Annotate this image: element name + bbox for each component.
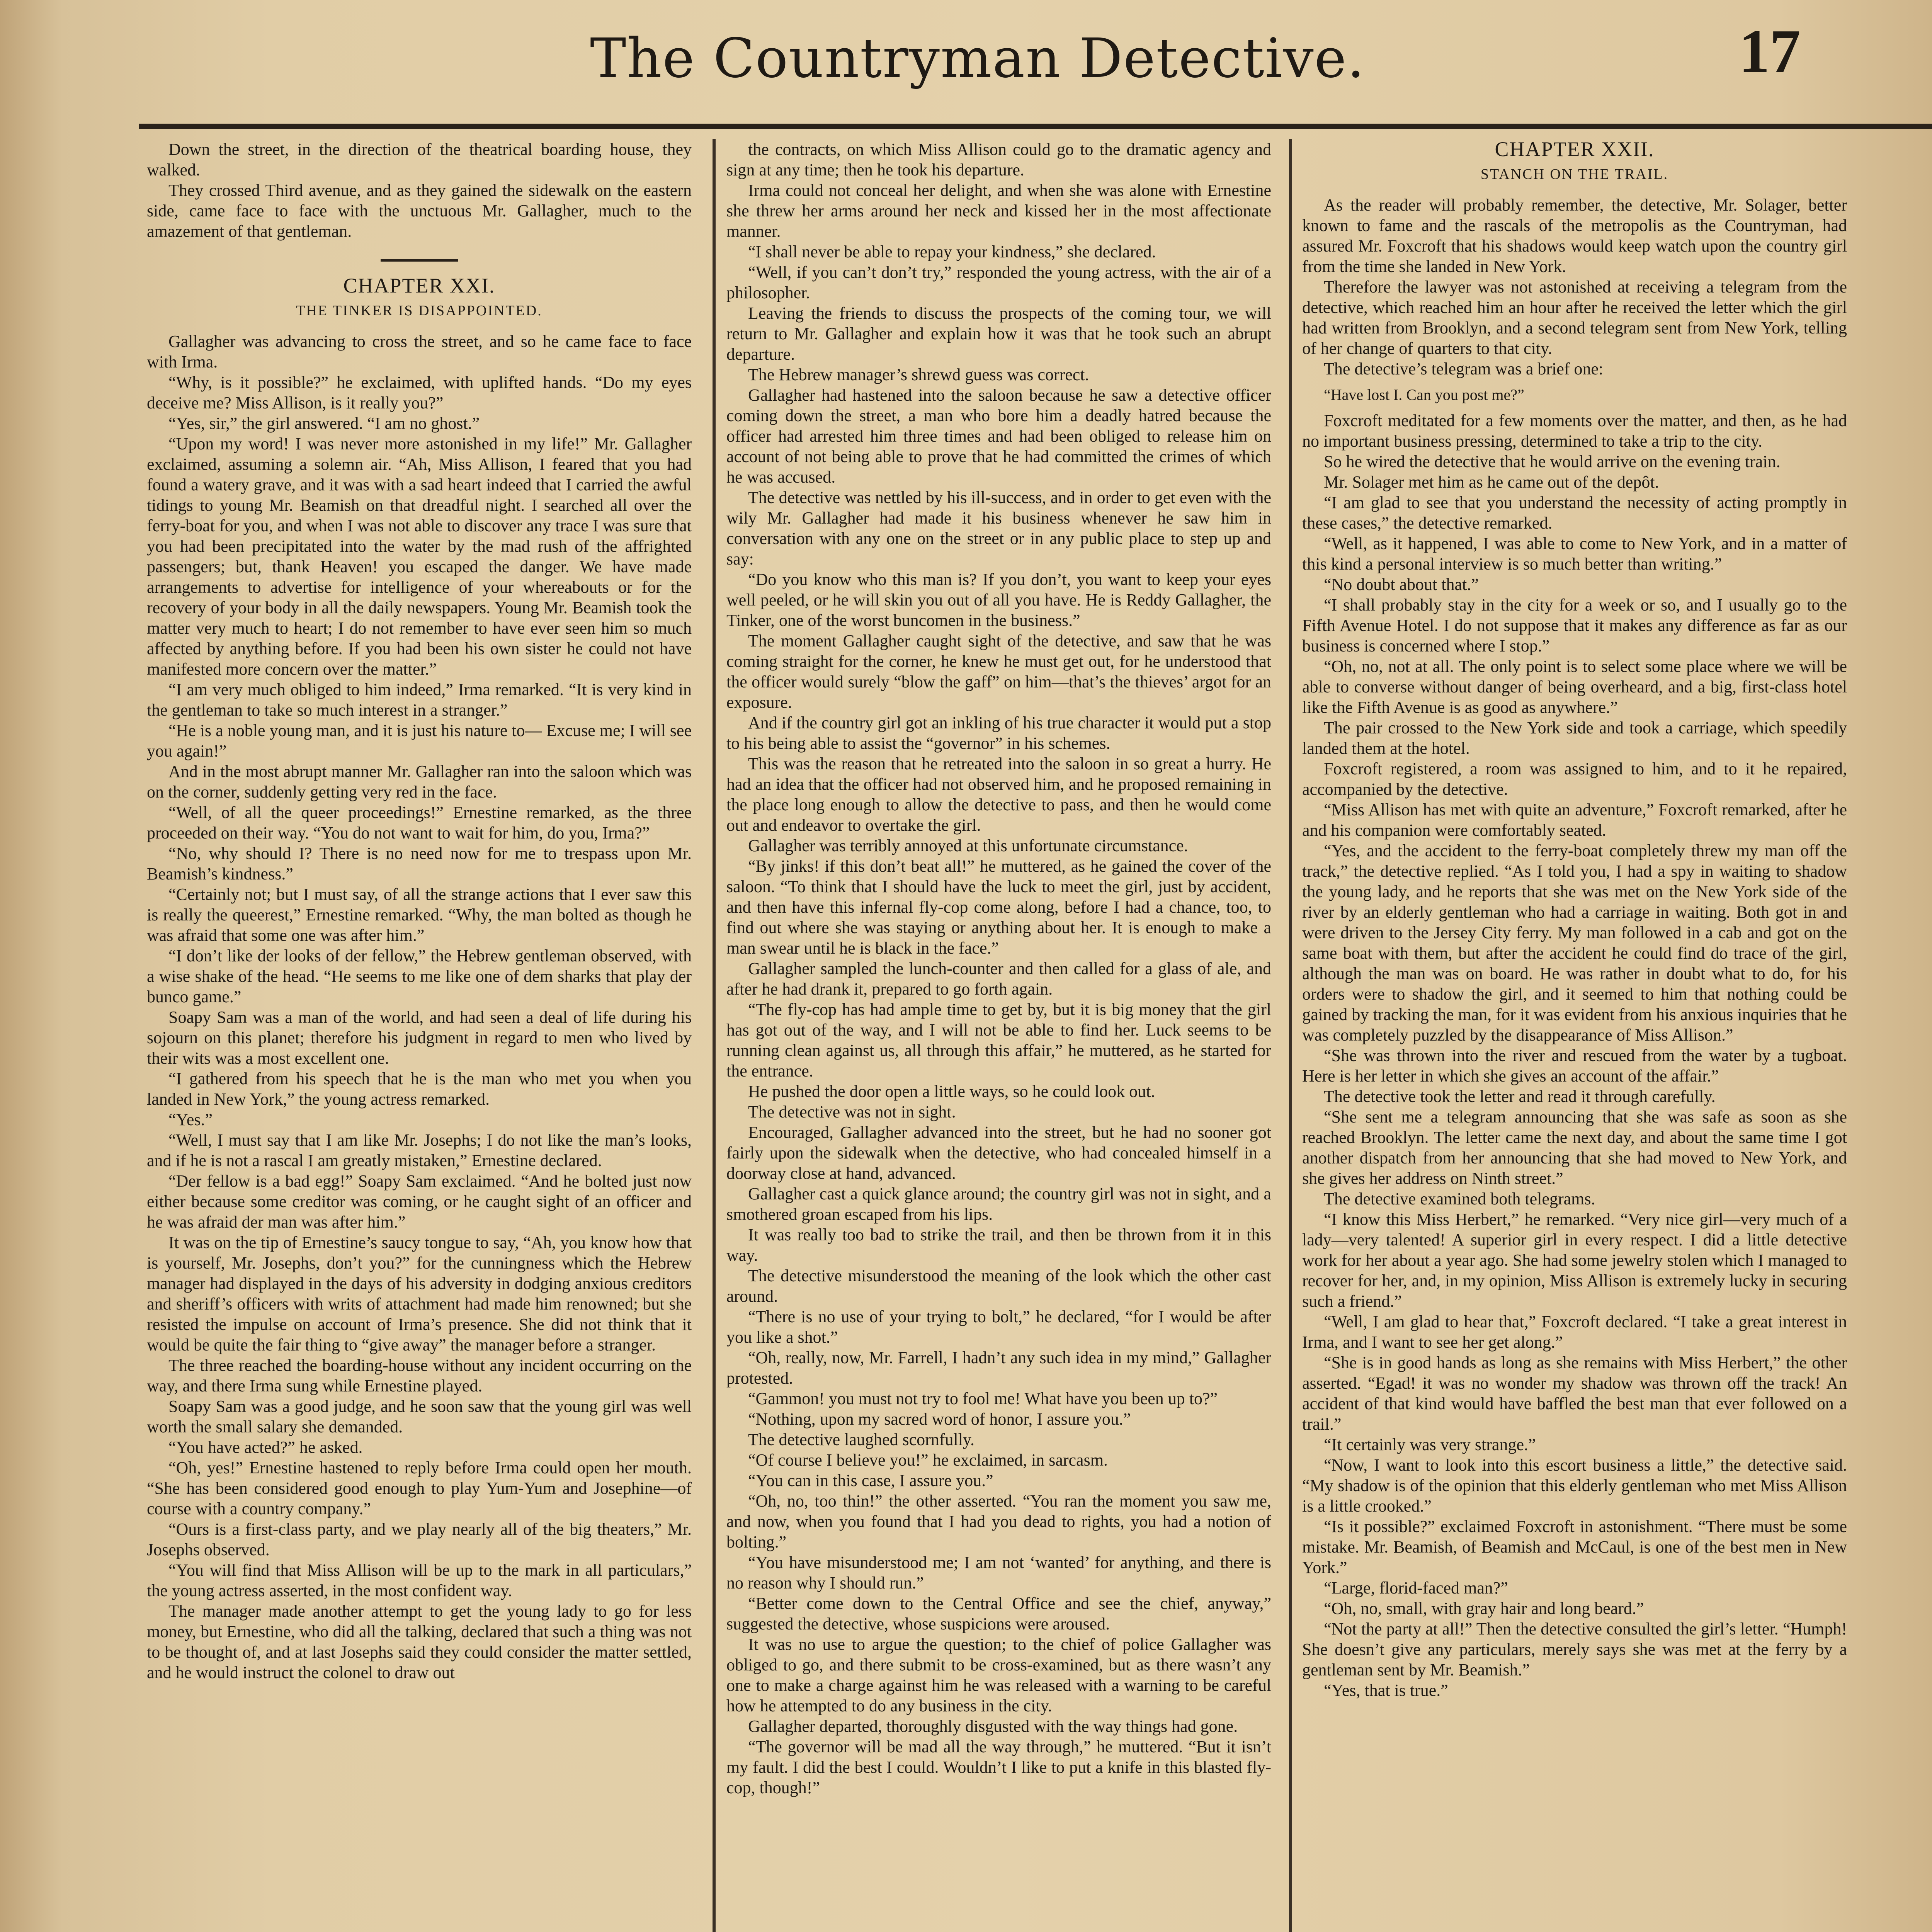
paragraph: Encouraged, Gallagher advanced into the street, but he had no sooner got fairly upon the sidewalk when the detective, who had concealed himself in a doorway close at hand, advanced. bbox=[726, 1123, 1271, 1183]
column-rule-left bbox=[713, 139, 716, 1932]
paragraph: The three reached the boarding-house without any incident occurring on the way, and there Irma sung while Ernestine played. bbox=[147, 1356, 692, 1395]
paragraph: “You have misunderstood me; I am not ‘wanted’ for anything, and there is no reason why I should run.” bbox=[726, 1553, 1271, 1592]
paragraph: “You can in this case, I assure you.” bbox=[748, 1471, 993, 1490]
paragraph: The detective laughed scornfully. bbox=[748, 1430, 975, 1449]
paragraph: “Well, of all the queer proceedings!” Ernestine remarked, as the three proceeded on their way. “You do not want to wait for him, do you, Irma?” bbox=[147, 803, 692, 842]
paragraph: “It certainly was very strange.” bbox=[1324, 1435, 1536, 1454]
text-column-1 bbox=[147, 139, 692, 1932]
paragraph: “The fly-cop has had ample time to get by, but it is big money that the girl has got out of the way, and I will not be able to find her. Luck seems to be running clean against us, all through this affair,” he muttered, as he started for the entrance. bbox=[726, 1000, 1271, 1080]
paragraph: Foxcroft registered, a room was assigned to him, and to it he repaired, accompanied by the detective. bbox=[1302, 759, 1847, 799]
paragraph: It was really too bad to strike the trail, and then be thrown from it in this way. bbox=[726, 1225, 1271, 1265]
paragraph: “I shall never be able to repay your kindness,” she declared. bbox=[748, 242, 1156, 261]
paragraph: Therefore the lawyer was not astonished at receiving a telegram from the detective, which reached him an hour after he received the letter which the girl had written from Brooklyn, and a second telegram sent from New York, telling of her change of quarters to that city. bbox=[1302, 277, 1847, 358]
paragraph: the contracts, on which Miss Allison could go to the dramatic agency and sign at any time; then he took his departure. bbox=[726, 140, 1271, 179]
paragraph: “Why, is it possible?” he exclaimed, with uplifted hands. “Do my eyes deceive me? Miss Allison, is it really you?” bbox=[147, 373, 692, 412]
page-number: 17 bbox=[1739, 17, 1801, 85]
paragraph: “I don’t like der looks of der fellow,” the Hebrew gentleman observed, with a wise shake of the head. “He seems to me like one of dem sharks that play der bunco game.” bbox=[147, 946, 692, 1006]
paragraph: So he wired the detective that he would arrive on the evening train. bbox=[1324, 452, 1781, 471]
paragraph: “Certainly not; but I must say, of all the strange actions that I ever saw this is really the queerest,” Ernestine remarked. “Why, the man bolted as though he was afraid that some one was after him.” bbox=[147, 885, 692, 945]
paragraph: The detective examined both telegrams. bbox=[1324, 1189, 1595, 1208]
paragraph: The detective’s telegram was a brief one: bbox=[1324, 359, 1604, 378]
paragraph: “There is no use of your trying to bolt,” he declared, “for I would be after you like a shot.” bbox=[726, 1307, 1271, 1347]
paragraph: “Ours is a first-class party, and we play nearly all of the big theaters,” Mr. Josephs observed. bbox=[147, 1520, 692, 1559]
paragraph: “Der fellow is a bad egg!” Soapy Sam exclaimed. “And he bolted just now either because some creditor was coming, or he caught sight of an officer and he was afraid der man was after him.” bbox=[147, 1172, 692, 1231]
paragraph: He pushed the door open a little ways, so he could look out. bbox=[748, 1082, 1155, 1101]
text-column-3 bbox=[1302, 139, 1847, 1932]
paragraph: “Oh, yes!” Ernestine hastened to reply before Irma could open her mouth. “She has been considered good enough to play Yum-Yum and Josephine—of course with a country company.” bbox=[147, 1458, 692, 1518]
chapter-subtitle: THE TINKER IS DISAPPOINTED. bbox=[296, 303, 543, 319]
paragraph: “She was thrown into the river and rescued from the water by a tugboat. Here is her letter in which she gives an account of the affair.” bbox=[1302, 1046, 1847, 1085]
paragraph: Gallagher had hastened into the saloon because he saw a detective officer coming down the street, a man who bore him a deadly hatred because the officer had arrested him three times and had been obliged to release him on account of not being able to prove that he had committed the crimes of which he was accused. bbox=[726, 386, 1271, 486]
paragraph: “I am glad to see that you understand the necessity of acting promptly in these cases,” the detective remarked. bbox=[1302, 493, 1847, 532]
paragraph: Mr. Solager met him as he came out of the depôt. bbox=[1324, 473, 1659, 492]
paragraph: “Oh, no, too thin!” the other asserted. “You ran the moment you saw me, and now, when you found that I had you dead to rights, you had a notion of bolting.” bbox=[726, 1492, 1271, 1551]
paragraph: “Of course I believe you!” he exclaimed, in sarcasm. bbox=[748, 1451, 1108, 1469]
paragraph: “Large, florid-faced man?” bbox=[1324, 1578, 1508, 1597]
chapter-heading: CHAPTER XXI. bbox=[343, 274, 495, 297]
paragraph: “Yes, that is true.” bbox=[1324, 1681, 1448, 1700]
paragraph: “Well, if you can’t don’t try,” responded the young actress, with the air of a philosopher. bbox=[726, 263, 1271, 302]
paragraph: They crossed Third avenue, and as they gained the sidewalk on the eastern side, came face to face with the unctuous Mr. Gallagher, much to the amazement of that gentleman. bbox=[147, 181, 692, 241]
paragraph: And in the most abrupt manner Mr. Gallagher ran into the saloon which was on the corner, suddenly getting very red in the face. bbox=[147, 762, 692, 801]
paragraph: Gallagher was advancing to cross the street, and so he came face to face with Irma. bbox=[147, 332, 692, 371]
paragraph: “You will find that Miss Allison will be up to the mark in all particulars,” the young actress asserted, in the most confident way. bbox=[147, 1561, 692, 1600]
paragraph: The moment Gallagher caught sight of the detective, and saw that he was coming straight for the corner, he knew he must get out, for he understood that the officer would surely “blow the gaff” on him—that’s the thieves’ argot for an exposure. bbox=[726, 631, 1271, 712]
paragraph: Down the street, in the direction of the theatrical boarding house, they walked. bbox=[147, 140, 692, 179]
paragraph: “Is it possible?” exclaimed Foxcroft in astonishment. “There must be some mistake. Mr. Beamish, of Beamish and McCaul, is one of the best men in New York.” bbox=[1302, 1517, 1847, 1577]
column-rule-right bbox=[1289, 139, 1292, 1932]
paragraph: “Upon my word! I was never more astonished in my life!” Mr. Gallagher exclaimed, assuming a solemn air. “Ah, Miss Allison, I feared that you had found a watery grave, and it was with a sad heart indeed that I carried the awful tidings to young Mr. Beamish on that dreadful night. I searched all over the ferry-boat for you, and when I was not able to discover any trace I was sure that you had been precipitated into the water by the mad rush of the affrighted passengers; but, thank Heaven! you escaped the danger. We have made arrangements to advertise for intelligence of your whereabouts or for the recovery of your body in all the daily newspapers. Young Mr. Beamish took the matter very much to heart; I do not remember to have ever seen him so much affected by anything before. If you had been his own sister he could not have manifested more concern over the matter.” bbox=[147, 434, 692, 679]
paragraph: “Now, I want to look into this escort business a little,” the detective said. “My shadow is of the opinion that this elderly gentleman who met Miss Allison is a little crooked.” bbox=[1302, 1456, 1847, 1515]
paragraph: Irma could not conceal her delight, and when she was alone with Ernestine she threw her arms around her neck and kissed her in the most affectionate manner. bbox=[726, 181, 1271, 241]
chapter-subtitle: STANCH ON THE TRAIL. bbox=[1480, 166, 1669, 182]
paragraph: Gallagher was terribly annoyed at this unfortunate circumstance. bbox=[748, 836, 1188, 855]
paragraph: “He is a noble young man, and it is just his nature to— Excuse me; I will see you again!” bbox=[147, 721, 692, 760]
paragraph: “Gammon! you must not try to fool me! What have you been up to?” bbox=[748, 1389, 1218, 1408]
paragraph: “I shall probably stay in the city for a week or so, and I usually go to the Fifth Avenue Hotel. I do not suppose that it makes any difference as far as our business is concerned where I stop.” bbox=[1302, 595, 1847, 655]
paragraph: “Yes, and the accident to the ferry-boat completely threw my man off the track,” the detective replied. “As I told you, I had a spy in waiting to shadow the young lady, and he reports that she was met on the New York side of the river by an elderly gentleman who had a carriage in waiting. Both got in and were driven to the Jersey City ferry. My man followed in a cab and got on the same boat with them, but after the accident he could find do trace of the girl, although the man was on board. He was rather in doubt what to do, for his orders were to shadow the girl, and it seemed to him that nothing could be gained by tracking the man, for it was evident from his anxious inquiries that he was completely puzzled by the disappearance of Miss Allison.” bbox=[1302, 841, 1847, 1044]
paragraph: The pair crossed to the New York side and took a carriage, which speedily landed them at the hotel. bbox=[1302, 718, 1847, 758]
paragraph: “You have acted?” he asked. bbox=[168, 1438, 363, 1457]
paragraph: “I know this Miss Herbert,” he remarked. “Very nice girl—very much of a lady—very talented! A superior girl in every respect. I did a little detective work for her about a year ago. She had some jewelry stolen which I managed to recover for her, and, in my opinion, Miss Allison is extremely lucky in securing such a friend.” bbox=[1302, 1210, 1847, 1311]
paragraph: “Do you know who this man is? If you don’t, you want to keep your eyes well peeled, or he will skin you out of all you have. He is Reddy Gallagher, the Tinker, one of the worst buncomen in the business.” bbox=[726, 570, 1271, 630]
paragraph: “I am very much obliged to him indeed,” Irma remarked. “It is very kind in the gentleman to take so much interest in a stranger.” bbox=[147, 680, 692, 719]
paragraph: “Oh, really, now, Mr. Farrell, I hadn’t any such idea in my mind,” Gallagher protested. bbox=[726, 1348, 1271, 1388]
text-column-2 bbox=[726, 139, 1271, 1932]
paragraph: As the reader will probably remember, the detective, Mr. Solager, better known to fame and the rascals of the metropolis as the Countryman, had assured Mr. Foxcroft that his shadows would keep watch upon the country girl from the time she landed in New York. bbox=[1302, 196, 1847, 276]
paragraph: “Nothing, upon my sacred word of honor, I assure you.” bbox=[748, 1410, 1131, 1429]
paragraph: “Well, I must say that I am like Mr. Josephs; I do not like the man’s looks, and if he is not a rascal I am greatly mistaken,” Ernestine declared. bbox=[147, 1131, 692, 1170]
paragraph: “Better come down to the Central Office and see the chief, anyway,” suggested the detective, whose suspicions were aroused. bbox=[726, 1594, 1271, 1633]
paragraph: Soapy Sam was a man of the world, and had seen a deal of life during his sojourn on this planet; therefore his judgment in regard to men who lived by their wits was a most excellent one. bbox=[147, 1008, 692, 1068]
header-rule bbox=[139, 124, 1932, 129]
paragraph: Gallagher departed, thoroughly disgusted with the way things had gone. bbox=[748, 1717, 1238, 1736]
paragraph: “She sent me a telegram announcing that she was safe as soon as she reached Brooklyn. The letter came the next day, and about the same time I got another dispatch from her announcing that she had moved to New York, and she gives her address on Ninth street.” bbox=[1302, 1107, 1847, 1188]
paragraph: “Well, I am glad to hear that,” Foxcroft declared. “I take a great interest in Irma, and I want to see her get along.” bbox=[1302, 1312, 1847, 1352]
paragraph: “Not the party at all!” Then the detective consulted the girl’s letter. “Humph! She doesn’t give any particulars, merely says she was met at the ferry by a gentleman sent by Mr. Beamish.” bbox=[1302, 1619, 1847, 1679]
paragraph: “No doubt about that.” bbox=[1324, 575, 1479, 594]
paragraph: The Hebrew manager’s shrewd guess was correct. bbox=[748, 365, 1089, 384]
paragraph: The detective was not in sight. bbox=[748, 1102, 956, 1121]
paragraph: “By jinks! if this don’t beat all!” he muttered, as he gained the cover of the saloon. “To think that I should have the luck to meet the girl, just by accident, and then have this infernal fly-cop come along, before I had a chance, too, to find out where she was staying or anything about her. It is enough to make a man swear until he is black in the face.” bbox=[726, 857, 1271, 957]
paragraph: Soapy Sam was a good judge, and he soon saw that the young girl was well worth the small salary she demanded. bbox=[147, 1397, 692, 1436]
paragraph: Gallagher sampled the lunch-counter and then called for a glass of ale, and after he had drank it, prepared to go forth again. bbox=[726, 959, 1271, 998]
paragraph: The detective misunderstood the meaning of the look which the other cast around. bbox=[726, 1266, 1271, 1306]
paragraph: This was the reason that he retreated into the saloon in so great a hurry. He had an idea that the officer had not observed him, and he proposed remaining in the place long enough to allow the detective to pass, and then he would come out and endeavor to overtake the girl. bbox=[726, 754, 1271, 835]
paragraph: “The governor will be mad all the way through,” he muttered. “But it isn’t my fault. I did the best I could. Wouldn’t I like to put a knife in this blasted fly-cop, though!” bbox=[726, 1737, 1271, 1797]
paragraph: Gallagher cast a quick glance around; the country girl was not in sight, and a smothered groan escaped from his lips. bbox=[726, 1184, 1271, 1224]
running-title: The Countryman Detective. bbox=[590, 27, 1365, 90]
paragraph: “Well, as it happened, I was able to come to New York, and in a matter of this kind a personal interview is so much better than writing.” bbox=[1302, 534, 1847, 573]
paragraph: The detective took the letter and read it through carefully. bbox=[1324, 1087, 1716, 1106]
paragraph: The manager made another attempt to get the young lady to go for less money, but Ernestine, who did all the talking, declared that such a thing was not to be thought of, and at last Josephs said they could consider the matter settled, and he would instruct the colonel to draw out bbox=[147, 1602, 692, 1682]
paragraph: Leaving the friends to discuss the prospects of the coming tour, we will return to Mr. Gallagher and explain how it was that he took such an abrupt departure. bbox=[726, 304, 1271, 364]
paragraph: It was no use to argue the question; to the chief of police Gallagher was obliged to go, and there submit to be cross-examined, but as there wasn’t any one to make a charge against him he was released with a warning to be careful how he attempted to do any business in the city. bbox=[726, 1635, 1271, 1715]
paragraph: “No, why should I? There is no need now for me to trespass upon Mr. Beamish’s kindness.” bbox=[147, 844, 692, 883]
paragraph: “Miss Allison has met with quite an adventure,” Foxcroft remarked, after he and his companion were comfortably seated. bbox=[1302, 800, 1847, 840]
paragraph: “Yes, sir,” the girl answered. “I am no ghost.” bbox=[168, 414, 480, 433]
paragraph: And if the country girl got an inkling of his true character it would put a stop to his being able to assist the “governor” in his schemes. bbox=[726, 713, 1271, 753]
chapter-heading: CHAPTER XXII. bbox=[1495, 139, 1655, 161]
paragraph: “She is in good hands as long as she remains with Miss Herbert,” the other asserted. “Egad! it was no wonder my shadow was thrown off the track! An accident of that kind would have baffled the best man that ever followed on a trail.” bbox=[1302, 1353, 1847, 1434]
paragraph: “Yes.” bbox=[168, 1110, 213, 1129]
paragraph: “I gathered from his speech that he is the man who met you when you landed in New York,” the young actress remarked. bbox=[147, 1069, 692, 1109]
section-divider bbox=[381, 259, 458, 262]
paragraph: “Oh, no, small, with gray hair and long beard.” bbox=[1324, 1599, 1644, 1618]
paragraph: The detective was nettled by his ill-success, and in order to get even with the wily Mr. Gallagher had made it his business whenever he saw him in conversation with any one on the street or in any public place to step up and say: bbox=[726, 488, 1271, 568]
paragraph: “Oh, no, not at all. The only point is to select some place where we will be able to converse without danger of being overheard, and a big, first-class hotel like the Fifth Avenue is as good as anywhere.” bbox=[1302, 657, 1847, 717]
paragraph: Foxcroft meditated for a few moments over the matter, and then, as he had no important business pressing, determined to take a trip to the city. bbox=[1302, 411, 1847, 451]
telegram-text: “Have lost I. Can you post me?” bbox=[1324, 386, 1524, 403]
paragraph: It was on the tip of Ernestine’s saucy tongue to say, “Ah, you know how that is yourself, Mr. Josephs, don’t you?” for the cunningness which the Hebrew manager had displayed in the days of his adversity in dodging anxious creditors and sheriff’s officers with writs of attachment had made him renowned; but she resisted the impulse on account of Irma’s presence. She did not think that it would be quite the fair thing to “give away” the manager before a stranger. bbox=[147, 1233, 692, 1354]
